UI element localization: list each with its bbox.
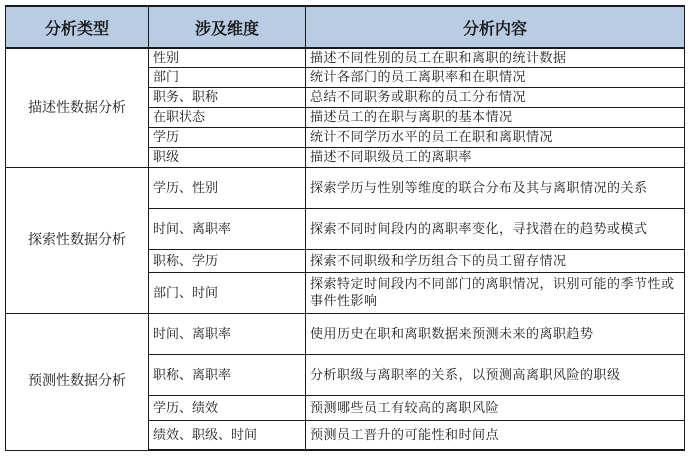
dimension-cell: 学历、绩效 (149, 396, 306, 421)
dimension-cell: 时间、离职率 (149, 209, 306, 250)
dimension-cell: 时间、离职率 (149, 314, 306, 355)
content-cell: 总结不同职务或职称的员工分布情况 (306, 88, 685, 108)
table-row (6, 168, 685, 209)
content-cell: 统计不同学历水平的员工在职和离职情况 (306, 128, 685, 148)
header-row (6, 6, 685, 48)
header-analysis-content: 分析内容 (306, 6, 685, 48)
group-descriptive: 描述性数据分析 (6, 48, 149, 168)
header-analysis-type: 分析类型 (6, 6, 149, 48)
dimension-cell: 职级 (149, 148, 306, 168)
dimension-cell: 学历 (149, 128, 306, 148)
group-exploratory: 探索性数据分析 (6, 168, 149, 314)
content-cell: 分析职级与离职率的关系，以预测高离职风险的职级 (306, 355, 685, 396)
content-cell: 探索不同职级和学历组合下的员工留存情况 (306, 250, 685, 273)
dimension-cell: 职称、学历 (149, 250, 306, 273)
content-cell: 描述不同性别的员工在职和离职的统计数据 (306, 48, 685, 68)
analysis-table (5, 5, 685, 451)
content-cell: 预测哪些员工有较高的离职风险 (306, 396, 685, 421)
content-cell: 统计各部门的员工离职率和在职情况 (306, 68, 685, 88)
group-predictive: 预测性数据分析 (6, 314, 149, 451)
header-dimension: 涉及维度 (149, 6, 306, 48)
content-cell: 描述员工的在职与离职的基本情况 (306, 108, 685, 128)
dimension-cell: 在职状态 (149, 108, 306, 128)
dimension-cell: 职务、职称 (149, 88, 306, 108)
dimension-cell: 性别 (149, 48, 306, 68)
table-row (6, 48, 685, 68)
content-cell: 探索不同时间段内的离职率变化，寻找潜在的趋势或模式 (306, 209, 685, 250)
dimension-cell: 职称、离职率 (149, 355, 306, 396)
content-cell: 使用历史在职和离职数据来预测未来的离职趋势 (306, 314, 685, 355)
dimension-cell: 绩效、职级、时间 (149, 421, 306, 451)
table-row (6, 314, 685, 355)
content-cell: 探索学历与性别等维度的联合分布及其与离职情况的关系 (306, 168, 685, 209)
dimension-cell: 部门、时间 (149, 273, 306, 314)
content-cell: 探索特定时间段内不同部门的离职情况，识别可能的季节性或事件性影响 (306, 273, 685, 314)
content-cell: 预测员工晋升的可能性和时间点 (306, 421, 685, 451)
dimension-cell: 学历、性别 (149, 168, 306, 209)
dimension-cell: 部门 (149, 68, 306, 88)
content-cell: 描述不同职级员工的离职率 (306, 148, 685, 168)
